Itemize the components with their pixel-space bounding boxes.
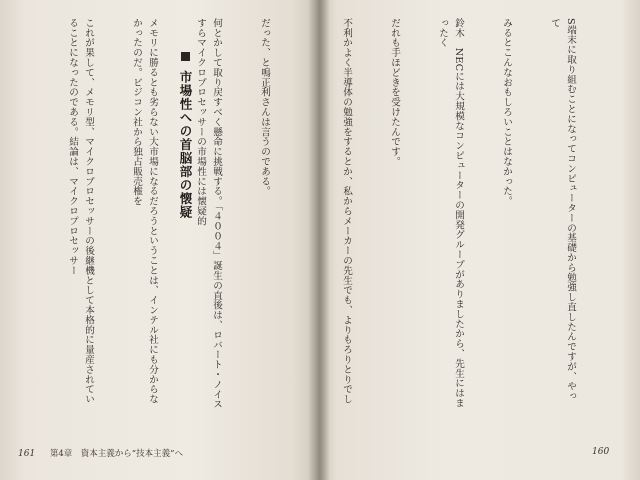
chapter-label: 第4章 資本主義から“技本主義”へ — [49, 449, 183, 459]
section-heading — [176, 52, 194, 252]
left-page-number: 161 — [18, 449, 36, 459]
right-page-footer — [592, 447, 609, 457]
left-line: これが果して、メモリ型、マイクロプロセッサーの後継機として本格的に量産されていることになったのである。結論は、マイクロプロセッサー — [67, 18, 94, 405]
right-line: 不利かよく半導体の勉強をするとか、私からメーカーの先生でも、よりもろりとりでし — [341, 18, 352, 405]
left-line: 何とかして取り戻すべく懸命に挑戦する。「４００４」誕生の直後は、ロバート・ノイスすらマイクロプロセッサーの市場性には懐疑的 — [195, 18, 222, 410]
left-line: メモリに勝るとも劣らない大市場になるだろうということは、インテル社にも分からなかったのだ。ビジコン社から独占販売権を — [131, 18, 158, 405]
right-page-body — [340, 18, 610, 410]
section-heading-text: 市場性への首脳部の懐疑 — [178, 70, 193, 219]
right-line: S端末に取り組むことになってコンピューターの基礎から勉強し直したんですが、やって — [549, 18, 576, 402]
left-page-footer — [18, 447, 183, 459]
right-line: だれも手ほどきを受けたんです。 — [389, 18, 400, 167]
right-page-number: 160 — [592, 447, 610, 457]
heading-square-icon — [181, 52, 190, 61]
right-line: 鈴木 NECには大規模なコンピューターの開発グループがありましたから、先生にはまったく — [437, 18, 464, 408]
book-gutter — [308, 0, 330, 480]
left-page — [0, 0, 318, 480]
left-line: だった、と鳴正利さんは言うのである。 — [259, 18, 270, 197]
right-line: みるとこんなおもしろいことはなかった。 — [501, 18, 512, 207]
